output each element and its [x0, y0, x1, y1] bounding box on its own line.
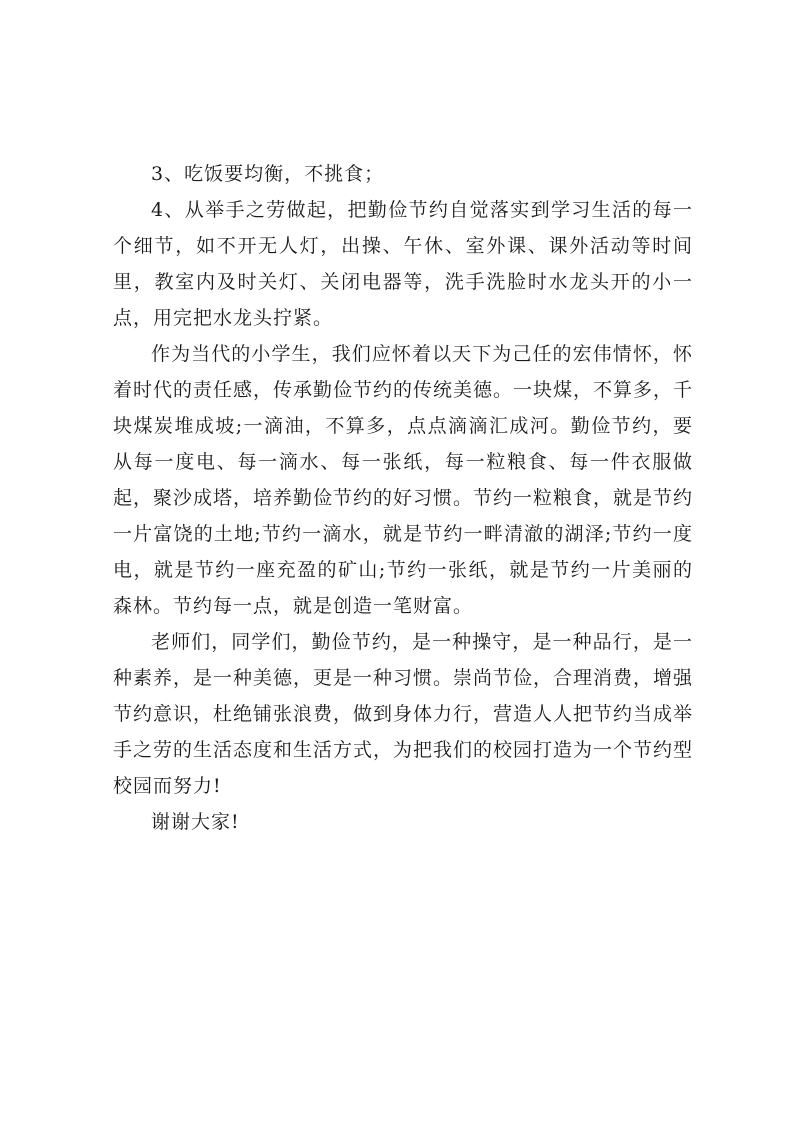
paragraph-teachers-students: 老师们，同学们，勤俭节约，是一种操守，是一种品行，是一种素养，是一种美德，更是一种习惯。崇尚节俭，合理消费，增强节约意识，杜绝铺张浪费，做到身体力行，营造人人把节约当成举手之劳的生活态度和生活方式，为把我们的校园打造为一个节约型校园而努力!	[113, 631, 694, 797]
paragraph-item-4: 4、从举手之劳做起，把勤俭节约自觉落实到学习生活的每一个细节，如不开无人灯，出操、午休、室外课、课外活动等时间里，教室内及时关灯、关闭电器等，洗手洗脸时水龙头开的小一点，用完把水龙头拧紧。	[113, 199, 693, 329]
paragraph-item-3: 3、吃饭要均衡，不挑食；	[151, 163, 385, 185]
paragraph-thanks: 谢谢大家!	[151, 811, 240, 833]
paragraph-modern-students: 作为当代的小学生，我们应怀着以天下为己任的宏伟情怀，怀着时代的责任感，传承勤俭节约的传统美德。一块煤，不算多，千块煤炭堆成坡;一滴油，不算多，点点滴滴汇成河。勤俭节约，要从每一度电、每一滴水、每一张纸，每一粒粮食、每一件衣服做起，聚沙成塔，培养勤俭节约的好习惯。节约一粒粮食，就是节约一片富饶的土地;节约一滴水，就是节约一畔清澈的湖泽;节约一度电，就是节约一座充盈的矿山;节约一张纸，就是节约一片美丽的森林。节约每一点，就是创造一笔财富。	[113, 343, 694, 617]
document-body	[113, 156, 693, 840]
